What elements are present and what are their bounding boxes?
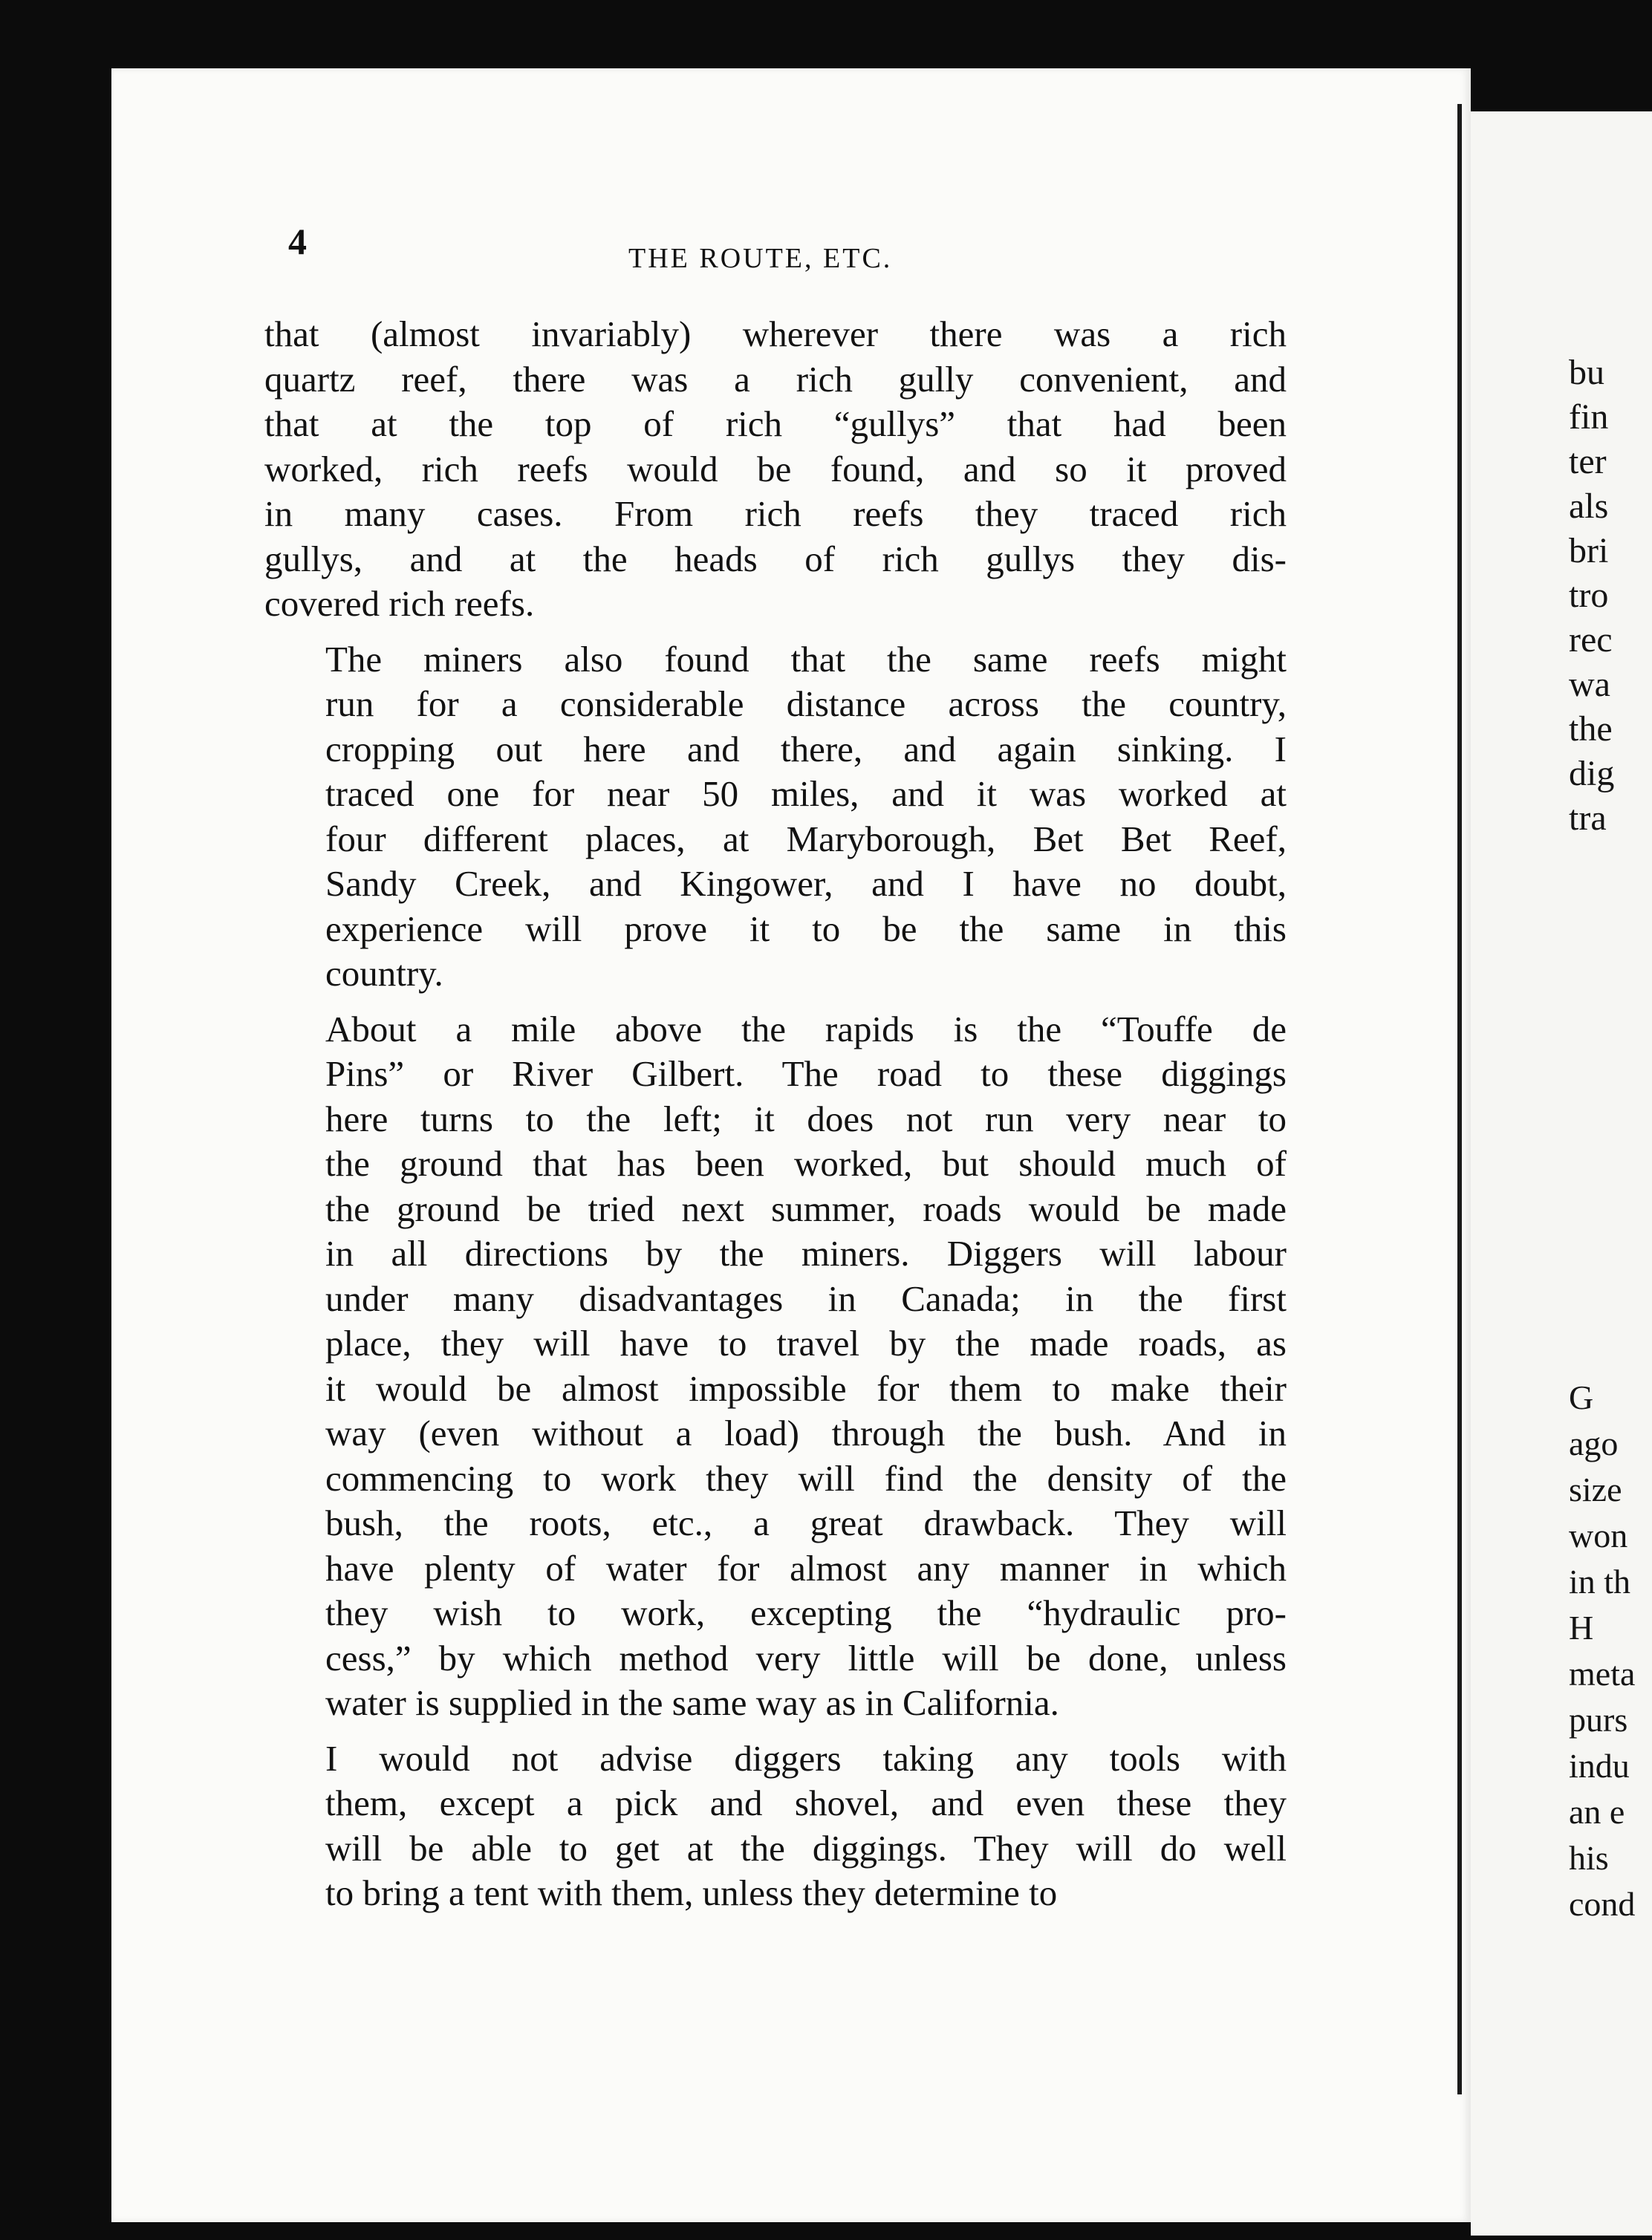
text-line: that (almost invariably) wherever there was a rich <box>264 313 1287 354</box>
facing-page-fragment: purs <box>1569 1701 1628 1739</box>
text-line: that at the top of rich “gullys” that had been <box>264 403 1287 444</box>
text-line: commencing to work they will find the density of the <box>325 1457 1287 1499</box>
text-line: they wish to work, excepting the “hydraulic pro- <box>325 1592 1287 1633</box>
facing-page-fragment: won <box>1569 1517 1628 1554</box>
paragraph <box>264 312 1287 627</box>
text-line: the ground that has been worked, but should much of <box>325 1143 1287 1184</box>
text-line: cess,” by which method very little will be done, unless <box>325 1637 1287 1679</box>
facing-page-fragment: fin <box>1569 397 1609 437</box>
text-line: Sandy Creek, and Kingower, and I have no doubt, <box>325 863 1287 904</box>
facing-page-fragment: rec <box>1569 620 1613 660</box>
facing-page-fragment: G <box>1569 1378 1594 1416</box>
facing-page-fragment: tro <box>1569 576 1609 615</box>
text-line: covered rich reefs. <box>264 583 535 624</box>
facing-page-fragment: als <box>1569 486 1609 526</box>
text-line: traced one for near 50 miles, and it was worked at <box>325 773 1287 814</box>
facing-page-fragment: meta <box>1569 1655 1636 1693</box>
facing-page-fragment: an e <box>1569 1793 1625 1831</box>
paragraph <box>264 637 1287 997</box>
text-line: Pins” or River Gilbert. The road to these diggings <box>325 1053 1287 1094</box>
facing-page-fragment: in th <box>1569 1563 1631 1601</box>
text-line: cropping out here and there, and again sinking. I <box>325 728 1287 769</box>
facing-page-fragment: his <box>1569 1839 1609 1877</box>
facing-page-fragment: H <box>1569 1609 1594 1647</box>
text-line: have plenty of water for almost any manner in which <box>325 1547 1287 1589</box>
facing-page-fragment: ter <box>1569 442 1607 481</box>
facing-page-fragment: ago <box>1569 1425 1619 1462</box>
text-line: About a mile above the rapids is the “Touffe de <box>325 1008 1287 1049</box>
text-line: water is supplied in the same way as in California. <box>325 1682 1059 1723</box>
facing-page-bottom-fragments <box>1569 1375 1635 1928</box>
text-line: I would not advise diggers taking any tools with <box>325 1737 1287 1779</box>
text-line: four different places, at Maryborough, Bet Bet Reef, <box>325 818 1287 859</box>
text-line: in all directions by the miners. Diggers will labour <box>325 1233 1287 1274</box>
running-head: THE ROUTE, ETC. <box>628 243 893 274</box>
text-line: in many cases. From rich reefs they traced rich <box>264 493 1287 534</box>
text-line: place, they will have to travel by the made roads, as <box>325 1323 1287 1364</box>
text-line: it would be almost impossible for them to make their <box>325 1367 1287 1409</box>
facing-page-top-fragments <box>1569 351 1614 841</box>
facing-page-fragment: bri <box>1569 531 1609 570</box>
facing-page-fragment: dig <box>1569 754 1615 793</box>
facing-page-fragment: indu <box>1569 1747 1630 1785</box>
text-line: gullys, and at the heads of rich gullys they dis- <box>264 538 1287 579</box>
text-line: will be able to get at the diggings. They will do well <box>325 1827 1287 1869</box>
facing-page-fragment: bu <box>1569 353 1604 392</box>
facing-page-fragment: cond <box>1569 1885 1636 1923</box>
text-line: run for a considerable distance across the country, <box>325 683 1287 724</box>
facing-page-fragment: wa <box>1569 665 1610 704</box>
book-gutter <box>1457 104 1462 2094</box>
paragraph <box>264 1736 1287 1916</box>
text-line: worked, rich reefs would be found, and so it proved <box>264 448 1287 489</box>
page-number: 4 <box>288 221 307 262</box>
facing-page-fragment: tra <box>1569 798 1607 838</box>
facing-page-fragment: the <box>1569 709 1613 749</box>
text-line: The miners also found that the same reefs might <box>325 638 1287 680</box>
text-line: way (even without a load) through the bush. And in <box>325 1413 1287 1453</box>
text-line: experience will prove it to be the same in this <box>325 908 1287 949</box>
text-line: under many disadvantages in Canada; in the first <box>325 1277 1287 1319</box>
text-line: country. <box>325 953 443 994</box>
text-line: bush, the roots, etc., a great drawback. They will <box>325 1502 1287 1543</box>
text-line: to bring a tent with them, unless they determine to <box>325 1872 1058 1913</box>
text-line: the ground be tried next summer, roads would be made <box>325 1188 1287 1229</box>
body-text <box>264 312 1287 1927</box>
paragraph <box>264 1007 1287 1726</box>
text-line: them, except a pick and shovel, and even these they <box>325 1782 1287 1823</box>
facing-page-fragment: size <box>1569 1471 1622 1508</box>
text-line: quartz reef, there was a rich gully convenient, and <box>264 358 1287 400</box>
text-line: here turns to the left; it does not run very near to <box>325 1098 1287 1139</box>
